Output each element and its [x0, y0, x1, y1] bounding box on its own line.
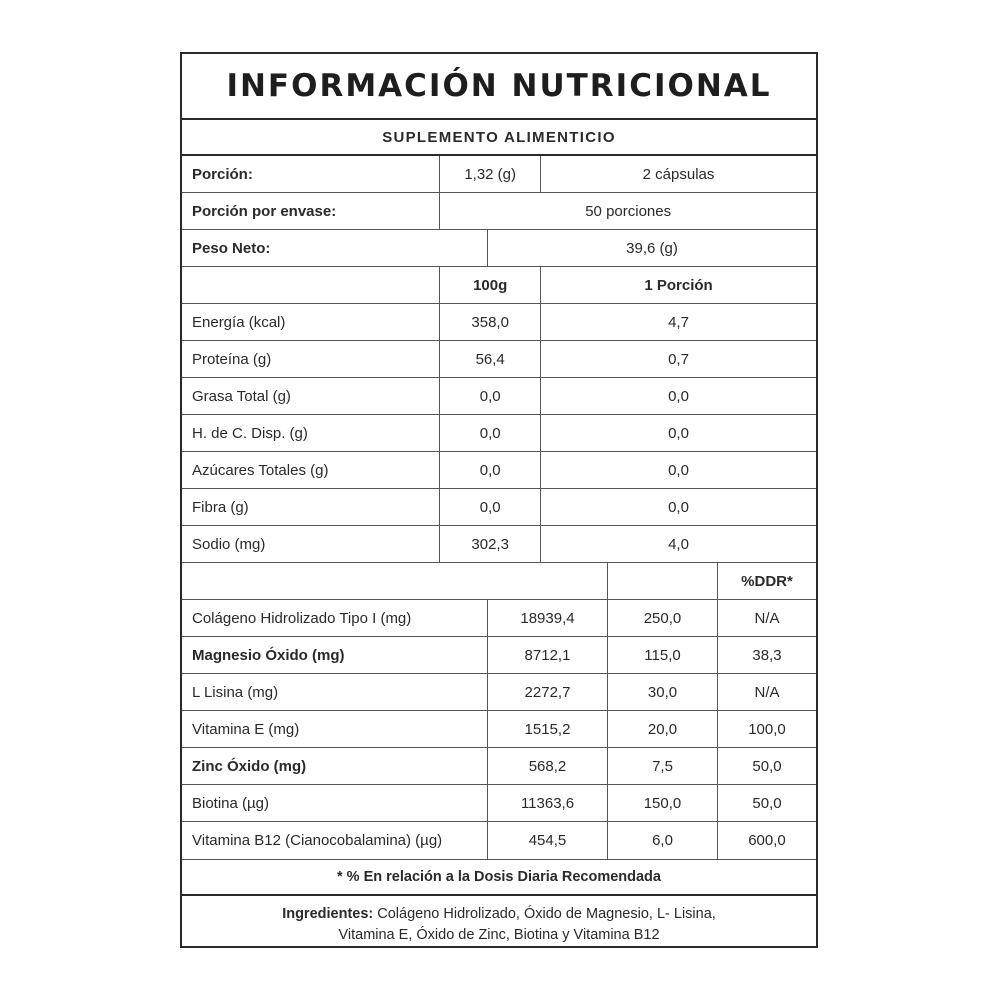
micro-ddr: 50,0 [752, 757, 782, 775]
micro-per-100g: 1515,2 [488, 711, 608, 747]
micro-row [182, 637, 816, 674]
macro-name: Energía (kcal) [182, 304, 440, 340]
micro-ddr: 100,0 [748, 720, 786, 738]
macro-per-100g: 302,3 [440, 526, 541, 562]
serving-label: Porción: [182, 156, 440, 192]
macro-per-100g: 0,0 [440, 378, 541, 414]
macro-per-100g: 0,0 [440, 415, 541, 451]
macro-per-portion: 0,0 [668, 461, 689, 479]
servings-per-container-row [182, 193, 816, 230]
label-title: INFORMACIÓN NUTRICIONAL [182, 54, 816, 120]
micro-ddr: 50,0 [752, 794, 782, 812]
micro-per-portion: 30,0 [608, 674, 718, 710]
macros-header-empty [182, 267, 440, 303]
macro-name: Sodio (mg) [182, 526, 440, 562]
micro-name: Vitamina E (mg) [182, 711, 488, 747]
micro-row [182, 711, 816, 748]
header-100g: 100g [440, 267, 541, 303]
micro-per-100g: 454,5 [488, 822, 608, 859]
micro-ddr: N/A [754, 683, 780, 701]
micros-header-empty-portion [608, 563, 718, 599]
macro-name: Grasa Total (g) [182, 378, 440, 414]
macro-per-100g: 358,0 [440, 304, 541, 340]
macro-row [182, 304, 816, 341]
macro-name: H. de C. Disp. (g) [182, 415, 440, 451]
micro-per-portion: 150,0 [608, 785, 718, 821]
macros-table [182, 304, 816, 563]
ingredients-line-2: Vitamina E, Óxido de Zinc, Biotina y Vitamina B12 [338, 927, 660, 943]
macro-per-portion: 0,0 [668, 498, 689, 516]
macro-name: Azúcares Totales (g) [182, 452, 440, 488]
net-weight-value: 39,6 (g) [626, 239, 678, 257]
macro-per-portion: 0,0 [668, 424, 689, 442]
label-subtitle: SUPLEMENTO ALIMENTICIO [182, 120, 816, 156]
micro-row [182, 822, 816, 859]
micro-per-100g: 11363,6 [488, 785, 608, 821]
macro-row [182, 341, 816, 378]
micro-per-portion: 115,0 [608, 637, 718, 673]
nutrition-label [180, 52, 818, 948]
micro-row [182, 785, 816, 822]
header-ddr: %DDR* [741, 572, 793, 590]
serving-row [182, 156, 816, 193]
micro-ddr: 600,0 [748, 832, 786, 849]
micro-per-100g: 2272,7 [488, 674, 608, 710]
macro-per-portion: 4,7 [668, 313, 689, 331]
micro-per-portion: 6,0 [608, 822, 718, 859]
serving-units: 2 cápsulas [642, 165, 715, 183]
macro-per-portion: 0,0 [668, 387, 689, 405]
micros-table [182, 600, 816, 859]
macro-per-portion: 0,7 [668, 350, 689, 368]
ingredients-text [182, 896, 816, 946]
micro-per-100g: 8712,1 [488, 637, 608, 673]
micros-header-row [182, 563, 816, 600]
ingredients-label: Ingredientes: [282, 906, 374, 922]
micro-per-portion: 20,0 [608, 711, 718, 747]
macro-row [182, 452, 816, 489]
macro-per-portion: 4,0 [668, 535, 689, 553]
macro-row [182, 489, 816, 526]
footnote: * % En relación a la Dosis Diaria Recomendada [182, 859, 816, 896]
micro-name: Magnesio Óxido (mg) [182, 637, 488, 673]
macro-name: Proteína (g) [182, 341, 440, 377]
macro-row [182, 526, 816, 563]
micro-row [182, 748, 816, 785]
micro-ddr: N/A [754, 609, 780, 627]
header-1-porcion: 1 Porción [644, 276, 713, 294]
micro-per-portion: 250,0 [608, 600, 718, 636]
net-weight-row [182, 230, 816, 267]
micro-name: L Lisina (mg) [182, 674, 488, 710]
micro-per-portion: 7,5 [608, 748, 718, 784]
micro-name: Colágeno Hidrolizado Tipo I (mg) [182, 600, 488, 636]
micro-per-100g: 18939,4 [488, 600, 608, 636]
micro-row [182, 674, 816, 711]
micro-row [182, 600, 816, 637]
micros-header-empty [182, 563, 608, 599]
macro-row [182, 415, 816, 452]
macro-per-100g: 0,0 [440, 452, 541, 488]
micro-per-100g: 568,2 [488, 748, 608, 784]
servings-per-container-label: Porción por envase: [182, 193, 440, 229]
macro-row [182, 378, 816, 415]
net-weight-label: Peso Neto: [182, 230, 488, 266]
servings-per-container-value: 50 porciones [585, 202, 672, 220]
macro-name: Fibra (g) [182, 489, 440, 525]
serving-weight: 1,32 (g) [440, 156, 541, 192]
micro-name: Biotina (µg) [182, 785, 488, 821]
micro-ddr: 38,3 [752, 646, 782, 664]
micro-name: Vitamina B12 (Cianocobalamina) (µg) [182, 822, 488, 859]
micro-name: Zinc Óxido (mg) [182, 748, 488, 784]
macros-header-row [182, 267, 816, 304]
macro-per-100g: 56,4 [440, 341, 541, 377]
ingredients-line-1: Colágeno Hidrolizado, Óxido de Magnesio, L- Lisina, [373, 906, 716, 922]
macro-per-100g: 0,0 [440, 489, 541, 525]
